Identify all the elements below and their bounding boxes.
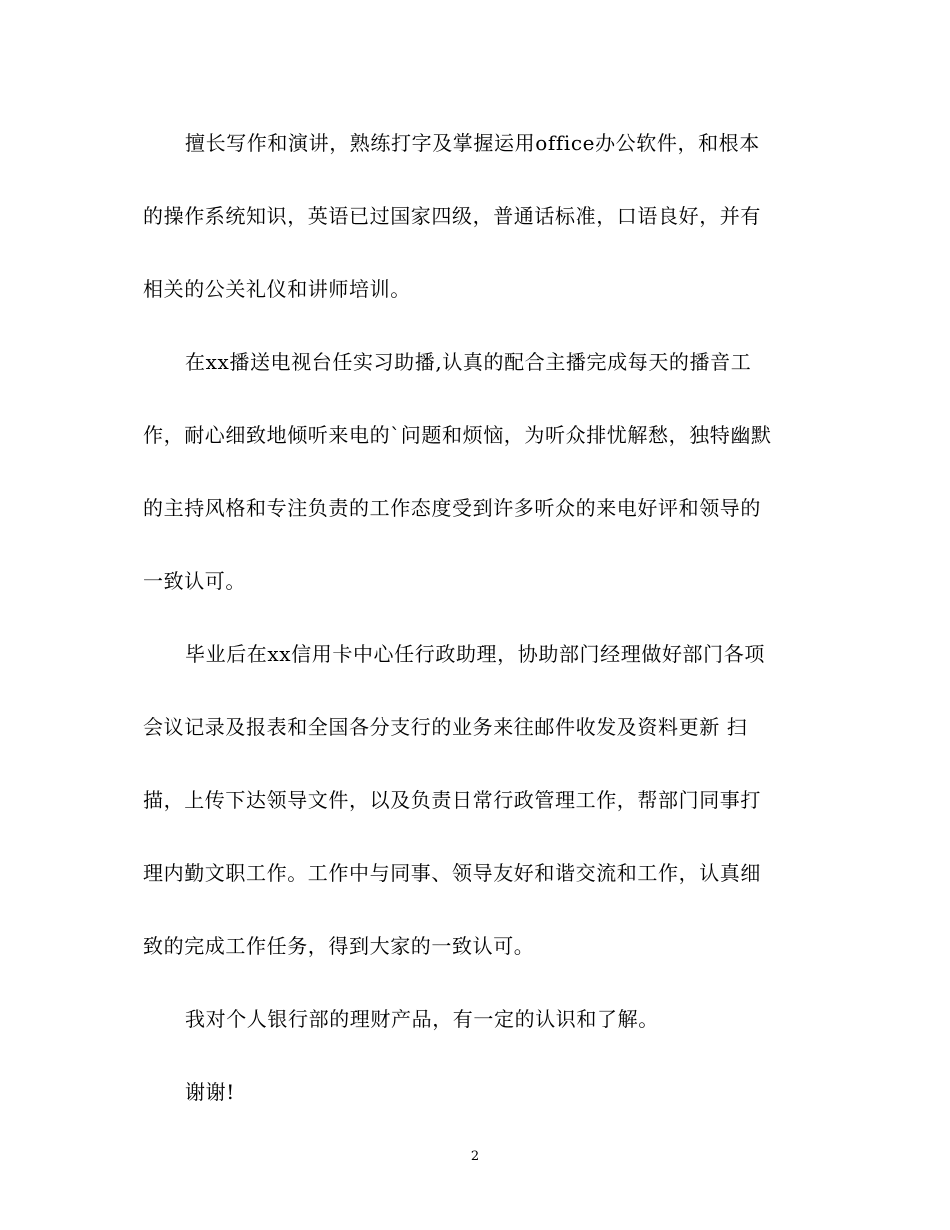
paragraph-1-line-1: 擅长写作和演讲，熟练打字及掌握运用office办公软件，和根本 [185, 131, 760, 155]
paragraph-1-line-2: 的操作系统知识，英语已过国家四级，普通话标准，口语良好，并有 [143, 204, 761, 228]
paragraph-5-line-1: 谢谢! [185, 1080, 235, 1104]
paragraph-3-line-5: 致的完成工作任务，得到大家的一致认可。 [143, 934, 535, 958]
paragraph-2-line-3: 的主持风格和专注负责的工作态度受到许多听众的来电好评和领导的 [143, 496, 761, 520]
paragraph-3-line-1: 毕业后在xx信用卡中心任行政助理，协助部门经理做好部门各项 [185, 642, 765, 666]
paragraph-4-line-1: 我对个人银行部的理财产品，有一定的认识和了解。 [185, 1007, 659, 1031]
paragraph-1-line-3: 相关的公关礼仪和讲师培训。 [143, 277, 411, 301]
paragraph-3-line-4: 理内勤文职工作。工作中与同事、领导友好和谐交流和工作，认真细 [143, 861, 761, 885]
paragraph-2-line-2: 作，耐心细致地倾听来电的`问题和烦恼，为听众排忧解愁，独特幽默 [143, 423, 772, 447]
paragraph-2-line-4: 一致认可。 [143, 569, 246, 593]
paragraph-3-line-2: 会议记录及报表和全国各分支行的业务来往邮件收发及资料更新 扫 [143, 715, 748, 739]
paragraph-3-line-3: 描，上传下达领导文件，以及负责日常行政管理工作，帮部门同事打 [143, 788, 761, 812]
paragraph-2-line-1: 在xx播送电视台任实习助播,认真的配合主播完成每天的播音工 [185, 350, 752, 374]
page-number: 2 [470, 1149, 480, 1164]
